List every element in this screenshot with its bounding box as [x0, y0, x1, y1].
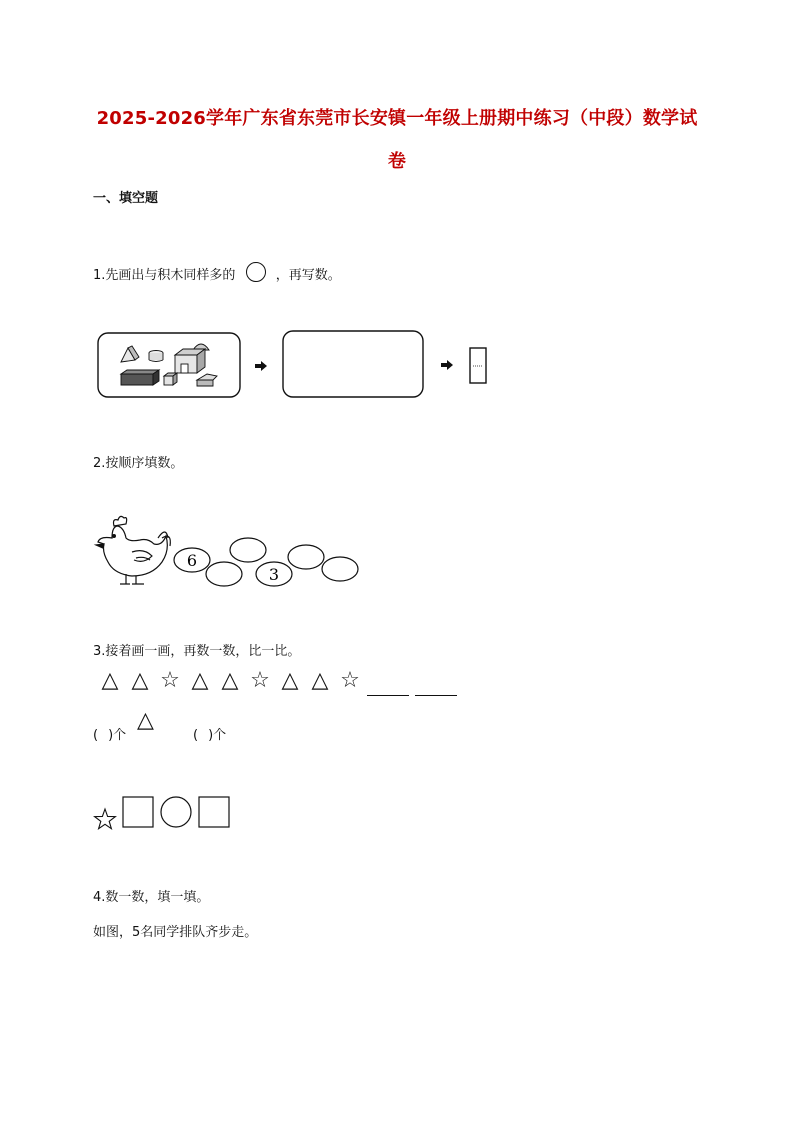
star-icon: ☆: [250, 668, 270, 693]
blocks-diagram: [95, 328, 495, 403]
star-icon: [95, 809, 116, 829]
circle-icon: [161, 797, 191, 827]
sequence-blank-2[interactable]: [415, 695, 457, 696]
triangle-icon: △: [101, 668, 119, 693]
triangle-icon: △: [281, 668, 299, 693]
number-answer-box[interactable]: [470, 348, 486, 383]
drawing-answer-box[interactable]: [283, 331, 423, 397]
document-title-line-1: 2025-2026学年广东省东莞市长安镇一年级上册期中练习（中段）数学试: [96, 108, 698, 129]
shapes-row: [92, 794, 237, 834]
question-1-text-before: 1.先画出与积木同样多的: [93, 268, 236, 283]
count-left: ( )个: [93, 728, 127, 743]
star-icon: ☆: [160, 668, 180, 693]
blocks-illustration: [121, 344, 217, 386]
question-1: [93, 262, 341, 283]
oval-2[interactable]: [230, 538, 266, 562]
triangle-icon: △: [221, 668, 239, 693]
hen-icon: [96, 516, 170, 584]
question-3-text: 3.接着画一画，再数一数，比一比。: [93, 644, 301, 659]
square-icon: [123, 797, 153, 827]
oval-4-number: 3: [268, 565, 280, 584]
oval-1-number: 6: [186, 551, 198, 570]
oval-3[interactable]: [206, 562, 242, 586]
question-2-text: 2.按顺序填数。: [93, 456, 184, 471]
star-icon: ☆: [340, 668, 360, 693]
blocks-box: [98, 333, 240, 397]
arrow-right-icon: [441, 360, 453, 370]
circle-icon: [246, 262, 266, 282]
triangle-icon: △: [191, 668, 209, 693]
document-title-line-2: 卷: [387, 151, 407, 172]
triangle-icon: △: [131, 668, 149, 693]
oval-6[interactable]: [322, 557, 358, 581]
section-heading: 一、填空题: [93, 191, 159, 206]
square-icon: [199, 797, 229, 827]
count-right: ( )个: [193, 728, 227, 743]
question-1-text-after: ，再写数。: [275, 268, 341, 283]
sequence-blank-1[interactable]: [367, 695, 409, 696]
arrow-right-icon: [255, 361, 267, 371]
hen-and-eggs-diagram: [92, 508, 372, 594]
question-4-text: 4.数一数，填一填。: [93, 890, 210, 905]
shape-sequence: [95, 668, 365, 693]
oval-5[interactable]: [288, 545, 324, 569]
question-4-subtext: 如图，5名同学排队齐步走。: [93, 925, 258, 940]
triangle-icon: △: [137, 708, 154, 733]
triangle-icon: △: [311, 668, 329, 693]
